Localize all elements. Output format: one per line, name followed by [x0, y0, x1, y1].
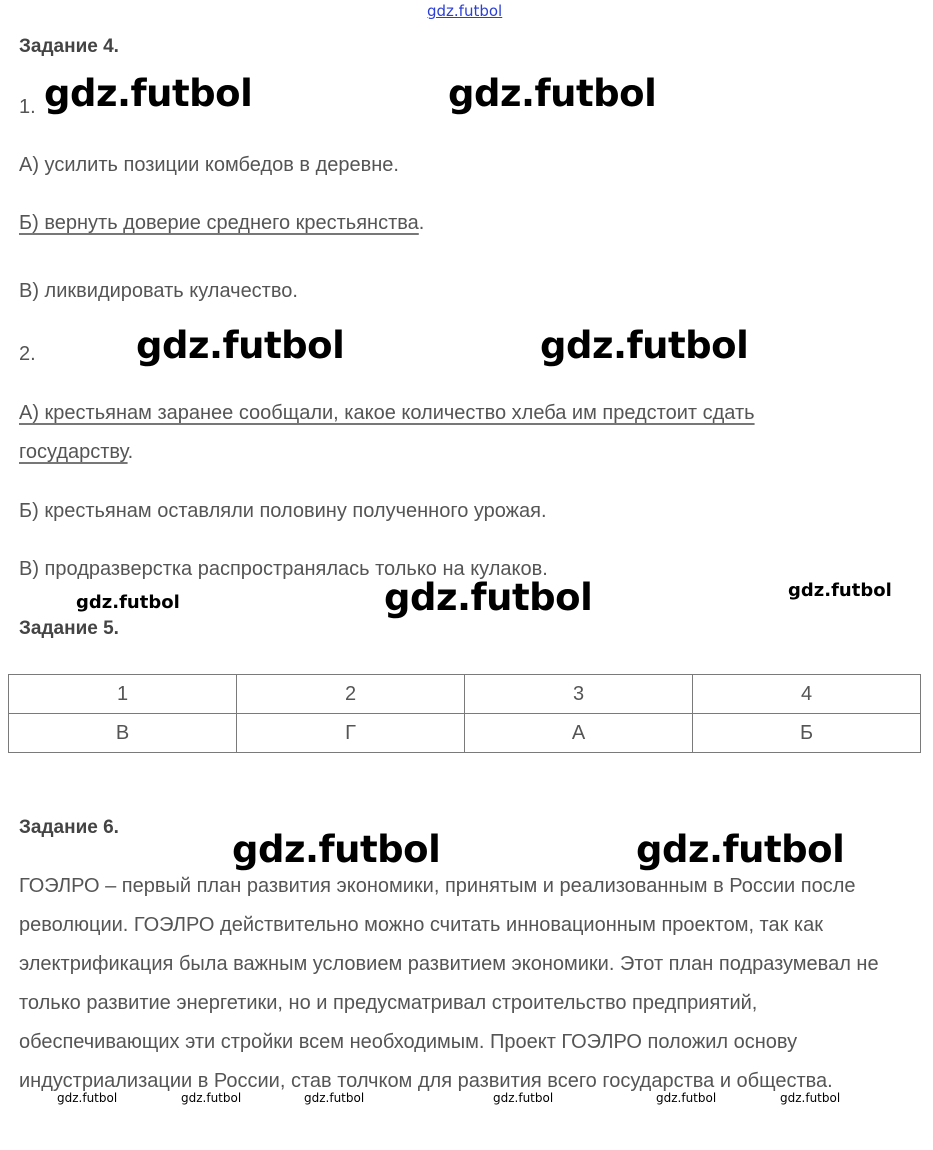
- answer-table-header-cell: 3: [465, 675, 693, 714]
- task4-q2-answer-a: А) крестьянам заранее сообщали, какое количество хлеба им предстоит сдать: [19, 402, 755, 424]
- answer-table-header-row: [9, 675, 921, 714]
- task4-q1-number: 1.: [19, 96, 36, 118]
- watermark-small: gdz.futbol: [181, 1091, 242, 1105]
- task4-q1-answer-b-line: Б) вернуть доверие среднего крестьянства.: [19, 212, 425, 234]
- watermark-top: gdz.futbol: [427, 2, 503, 20]
- watermark-small: gdz.futbol: [493, 1091, 554, 1105]
- watermark-large: gdz.futbol: [636, 828, 845, 871]
- watermark-large: gdz.futbol: [232, 828, 441, 871]
- watermark-small: gdz.futbol: [304, 1091, 365, 1105]
- answer-table: [8, 674, 921, 753]
- answer-table-cell: А: [465, 714, 693, 753]
- watermark-small: gdz.futbol: [57, 1091, 118, 1105]
- answer-table-header-cell: 2: [237, 675, 465, 714]
- task6-paragraph: ГОЭЛРО – первый план развития экономики, принятым и реализованным в России после революции. ГОЭЛРО действительно можно считать инновационным проектом, так как электрификация была важным условием развитием экономики. Этот план подразумевал не только развитие энергетики, но и предусматривал строительство предприятий, обеспечивающих эти стройки всем необходимым. Проект ГОЭЛРО положил основу индустриализации в России, став толчком для развития всего государства и общества.: [19, 875, 879, 1092]
- answer-table-cell: В: [9, 714, 237, 753]
- task4-q2-answer-a-cont-line: государству.: [19, 441, 134, 463]
- task4-q2-number: 2.: [19, 343, 36, 365]
- task5-heading: Задание 5.: [19, 618, 119, 639]
- watermark-large: gdz.futbol: [384, 576, 593, 619]
- watermark-small: gdz.futbol: [656, 1091, 717, 1105]
- task4-q1-answer-c: В) ликвидировать кулачество.: [19, 280, 298, 302]
- watermark-large: gdz.futbol: [136, 324, 345, 367]
- task4-q1-answer-a: А) усилить позиции комбедов в деревне.: [19, 154, 399, 176]
- task4-q2-answer-a-cont: государству: [19, 441, 128, 463]
- watermark-large: gdz.futbol: [448, 72, 657, 115]
- watermark-large: gdz.futbol: [44, 72, 253, 115]
- answer-table-header-cell: 4: [693, 675, 921, 714]
- answer-table-cell: Б: [693, 714, 921, 753]
- answer-table-cell: Г: [237, 714, 465, 753]
- task4-heading: Задание 4.: [19, 36, 119, 57]
- answer-table-row: [9, 714, 921, 753]
- answer-table-header-cell: 1: [9, 675, 237, 714]
- watermark-large: gdz.futbol: [540, 324, 749, 367]
- task6-heading: Задание 6.: [19, 817, 119, 838]
- task4-q2-answer-c: В) продразверстка распространялась только на кулаков.: [19, 558, 548, 580]
- watermark-medium: gdz.futbol: [788, 580, 892, 601]
- task4-q2-answer-b: Б) крестьянам оставляли половину полученного урожая.: [19, 500, 547, 522]
- watermark-medium: gdz.futbol: [76, 592, 180, 613]
- task4-q1-answer-b: Б) вернуть доверие среднего крестьянства: [19, 212, 419, 234]
- watermark-small: gdz.futbol: [780, 1091, 841, 1105]
